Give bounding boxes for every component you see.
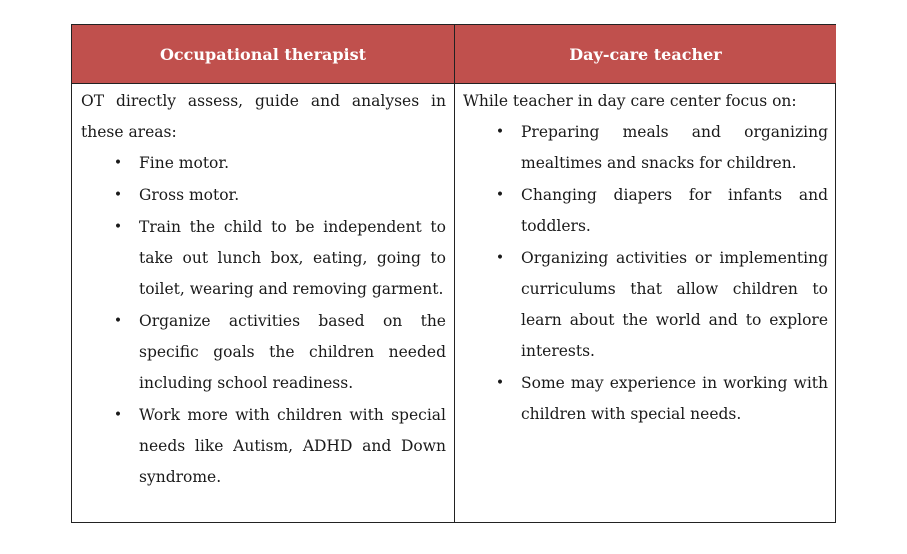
bullet-icon: • xyxy=(495,375,505,391)
bullet-icon: • xyxy=(495,250,505,266)
daycare-item-text: Organizing activities or implementing curriculums that allow children to learn about the world and to explore interests. xyxy=(521,249,828,360)
comparison-table xyxy=(71,24,836,523)
list-item xyxy=(81,400,446,493)
header-day-care-teacher: Day-care teacher xyxy=(455,25,836,84)
bullet-icon: • xyxy=(113,313,123,329)
ot-item-text: Organize activities based on the specific goals the children needed including school readiness. xyxy=(139,312,446,392)
ot-item-text: Gross motor. xyxy=(139,186,240,204)
bullet-icon: • xyxy=(113,155,123,171)
header-occupational-therapist: Occupational therapist xyxy=(72,25,455,84)
daycare-intro: While teacher in day care center focus on: xyxy=(463,92,797,110)
daycare-item-text: Changing diapers for infants and toddlers. xyxy=(521,186,828,235)
daycare-item-text: Preparing meals and organizing mealtimes and snacks for children. xyxy=(521,123,828,172)
ot-list xyxy=(81,148,446,493)
cell-occupational-therapist xyxy=(72,84,455,522)
ot-item-text: Work more with children with special needs like Autism, ADHD and Down syndrome. xyxy=(139,406,446,486)
cell-day-care-teacher xyxy=(455,84,836,522)
bullet-icon: • xyxy=(495,187,505,203)
bullet-icon: • xyxy=(113,219,123,235)
bullet-icon: • xyxy=(113,187,123,203)
list-item xyxy=(81,212,446,305)
list-item xyxy=(463,243,828,367)
daycare-list xyxy=(463,117,828,430)
bullet-icon: • xyxy=(495,124,505,140)
daycare-item-text: Some may experience in working with children with special needs. xyxy=(521,374,828,423)
ot-item-text: Train the child to be independent to take out lunch box, eating, going to toilet, wearing and removing garment. xyxy=(139,218,446,298)
list-item xyxy=(463,368,828,430)
list-item xyxy=(463,180,828,242)
list-item xyxy=(81,306,446,399)
list-item xyxy=(81,180,446,211)
bullet-icon: • xyxy=(113,407,123,423)
list-item xyxy=(463,117,828,179)
ot-intro: OT directly assess, guide and analyses in these areas: xyxy=(81,92,446,141)
list-item xyxy=(81,148,446,179)
ot-item-text: Fine motor. xyxy=(139,154,230,172)
